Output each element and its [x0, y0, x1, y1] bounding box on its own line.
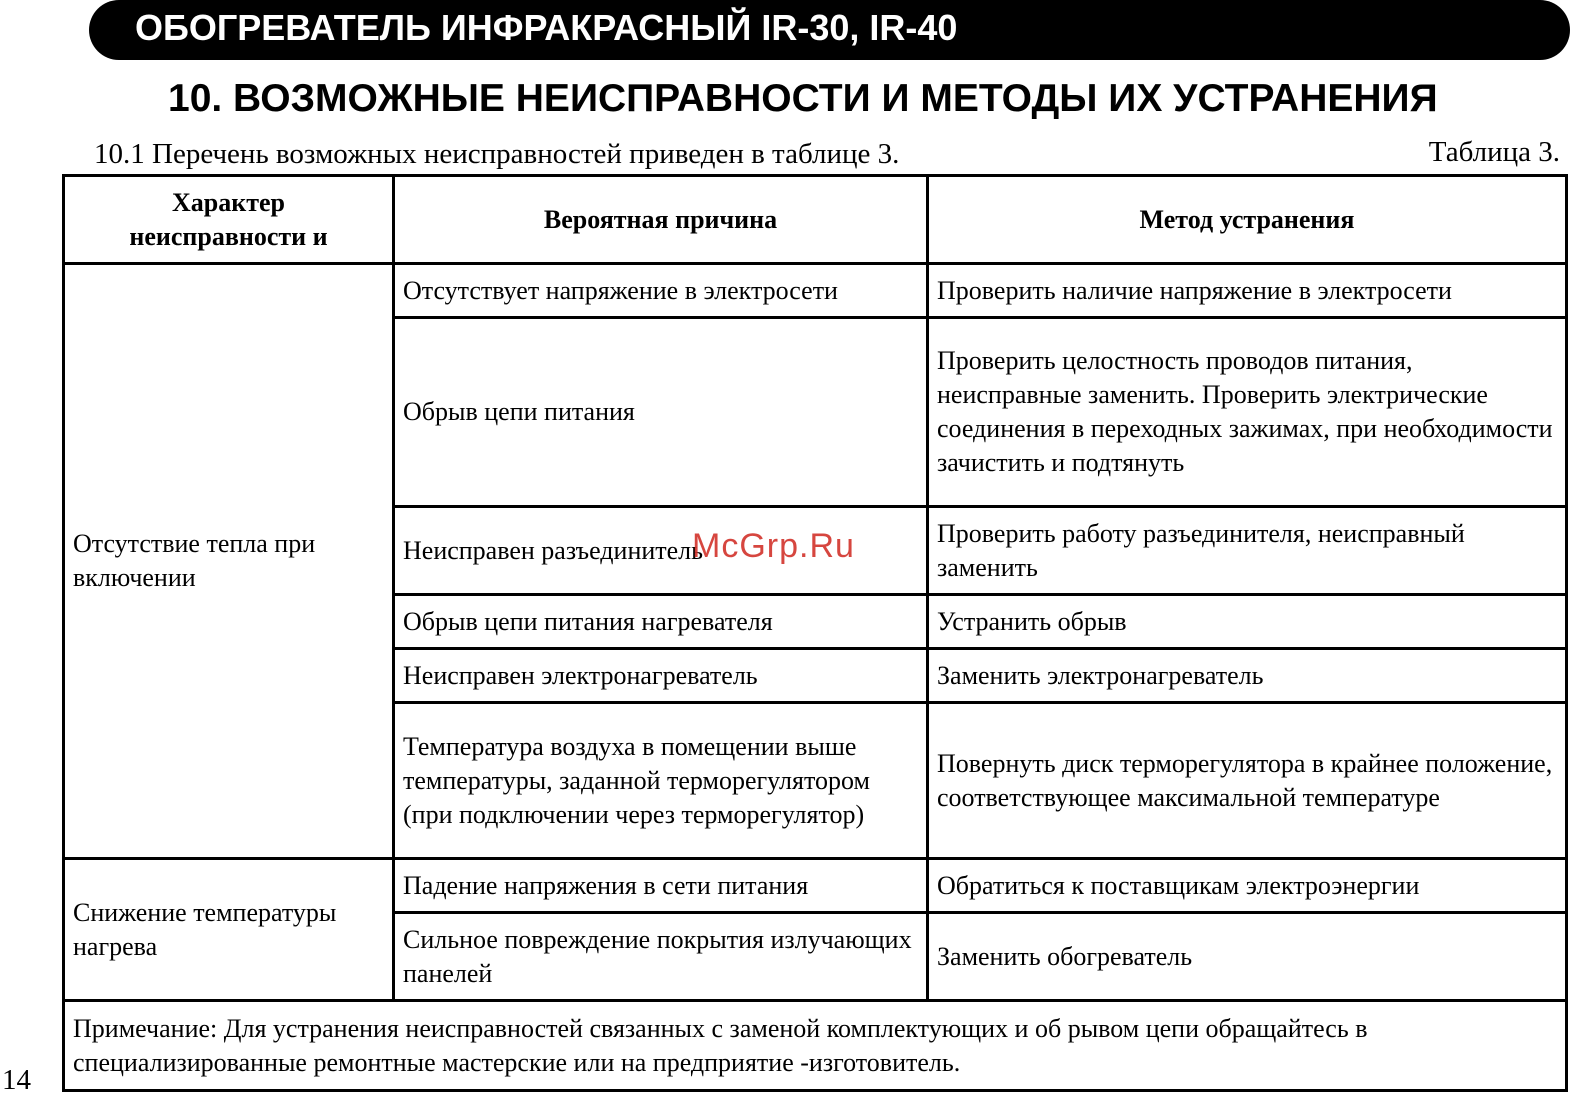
- note-row: [64, 1001, 1567, 1091]
- table-row: [64, 264, 1567, 318]
- cause-cell: Неисправен разъединитель: [394, 507, 928, 595]
- remedy-cell: Заменить электронагреватель: [928, 649, 1567, 703]
- table-row: [64, 859, 1567, 913]
- page-number: 14: [2, 1064, 31, 1096]
- column-header-fault: Характер неисправности и: [64, 176, 394, 264]
- cause-cell: Неисправен электронагреватель: [394, 649, 928, 703]
- cause-cell: Сильное повреждение покрытия излучающих панелей: [394, 913, 928, 1001]
- watermark: McGrp.Ru: [692, 527, 855, 565]
- remedy-cell: Обратиться к поставщикам электроэнергии: [928, 859, 1567, 913]
- cause-cell: Падение напряжения в сети питания: [394, 859, 928, 913]
- section-title: 10. ВОЗМОЖНЫЕ НЕИСПРАВНОСТИ И МЕТОДЫ ИХ УСТРАНЕНИЯ: [168, 77, 1438, 120]
- header-banner: [89, 0, 1570, 60]
- column-header-remedy: Метод устранения: [928, 176, 1567, 264]
- remedy-cell: Повернуть диск терморегулятора в крайнее положение, соответствующее максимальной температуре: [928, 703, 1567, 859]
- fault-cell: Снижение температуры нагрева: [64, 859, 394, 1001]
- cause-cell: Обрыв цепи питания: [394, 318, 928, 507]
- cause-cell: Обрыв цепи питания нагревателя: [394, 595, 928, 649]
- table-header-row: [64, 176, 1567, 264]
- column-header-cause: Вероятная причина: [394, 176, 928, 264]
- table-label: Таблица 3.: [1428, 136, 1560, 168]
- remedy-cell: Заменить обогреватель: [928, 913, 1567, 1001]
- intro-text: 10.1 Перечень возможных неисправностей приведен в таблице 3.: [94, 138, 900, 170]
- remedy-cell: Проверить наличие напряжение в электросети: [928, 264, 1567, 318]
- remedy-cell: Проверить целостность проводов питания, неисправные заменить. Проверить электрические соединения в переходных зажимах, при необходимости зачистить и подтянуть: [928, 318, 1567, 507]
- faults-table: [62, 174, 1568, 1092]
- banner-title: ОБОГРЕВАТЕЛЬ ИНФРАКРАСНЫЙ IR-30, IR-40: [135, 7, 958, 48]
- remedy-cell: Устранить обрыв: [928, 595, 1567, 649]
- fault-cell: Отсутствие тепла при включении: [64, 264, 394, 859]
- note-cell: Примечание: Для устранения неисправностей связанных с заменой комплектующих и об рывом цепи обращайтесь в специализированные ремонтные мастерские или на предприятие -изготовитель.: [64, 1001, 1567, 1091]
- cause-cell: Температура воздуха в помещении выше температуры, заданной терморегулятором (при подключении через терморегулятор): [394, 703, 928, 859]
- cause-cell: Отсутствует напряжение в электросети: [394, 264, 928, 318]
- remedy-cell: Проверить работу разъединителя, неисправный заменить: [928, 507, 1567, 595]
